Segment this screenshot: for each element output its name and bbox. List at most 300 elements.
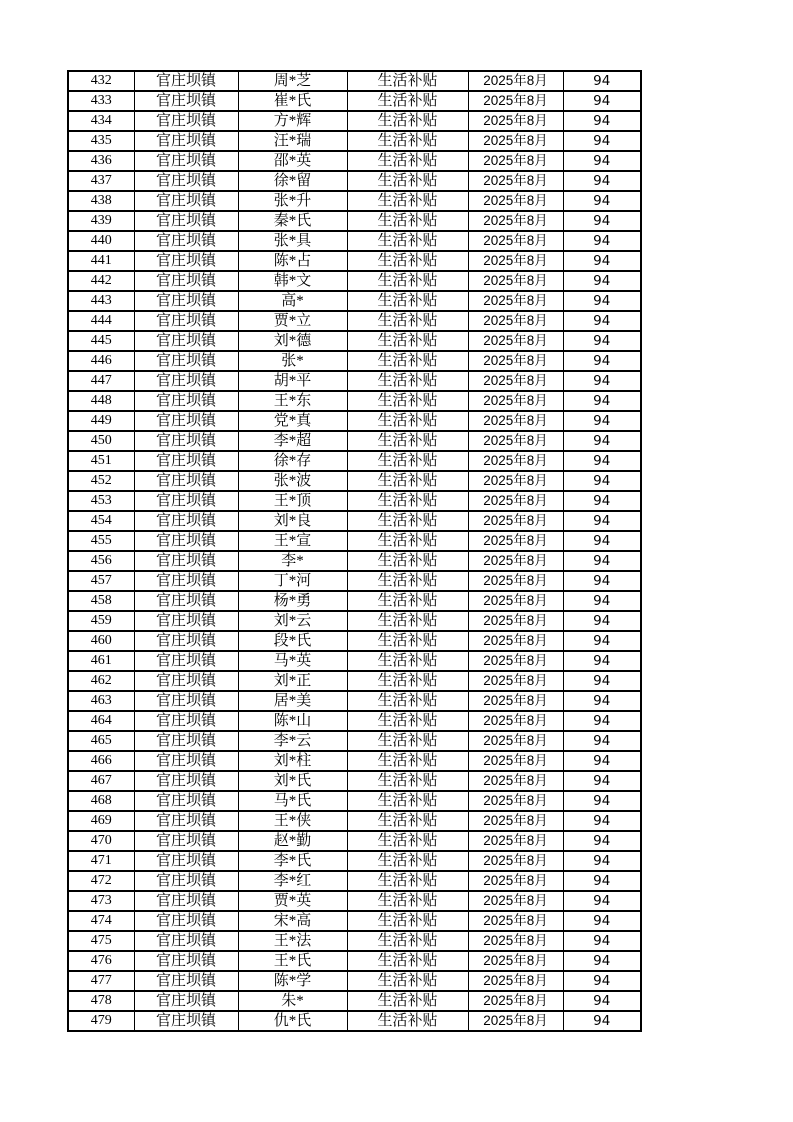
cell-town: 官庄坝镇: [134, 931, 238, 951]
cell-amount: 94: [563, 331, 641, 351]
table-row: [68, 451, 641, 471]
cell-name: 王*顶: [238, 491, 347, 511]
cell-month: 2025年8月: [468, 711, 563, 731]
cell-name: 李*云: [238, 731, 347, 751]
cell-town: 官庄坝镇: [134, 771, 238, 791]
cell-subsidy_type: 生活补贴: [347, 491, 468, 511]
cell-name: 李*氏: [238, 851, 347, 871]
cell-amount: 94: [563, 931, 641, 951]
cell-town: 官庄坝镇: [134, 511, 238, 531]
cell-amount: 94: [563, 851, 641, 871]
table-row: [68, 251, 641, 271]
cell-town: 官庄坝镇: [134, 751, 238, 771]
cell-month: 2025年8月: [468, 511, 563, 531]
cell-serial: 470: [68, 831, 134, 851]
cell-subsidy_type: 生活补贴: [347, 511, 468, 531]
cell-subsidy_type: 生活补贴: [347, 731, 468, 751]
cell-town: 官庄坝镇: [134, 411, 238, 431]
cell-town: 官庄坝镇: [134, 591, 238, 611]
cell-name: 刘*正: [238, 671, 347, 691]
cell-town: 官庄坝镇: [134, 211, 238, 231]
cell-month: 2025年8月: [468, 571, 563, 591]
cell-name: 王*东: [238, 391, 347, 411]
cell-subsidy_type: 生活补贴: [347, 391, 468, 411]
cell-subsidy_type: 生活补贴: [347, 431, 468, 451]
cell-name: 崔*氏: [238, 91, 347, 111]
cell-serial: 454: [68, 511, 134, 531]
cell-name: 李*: [238, 551, 347, 571]
cell-month: 2025年8月: [468, 851, 563, 871]
cell-serial: 471: [68, 851, 134, 871]
cell-subsidy_type: 生活补贴: [347, 151, 468, 171]
cell-subsidy_type: 生活补贴: [347, 331, 468, 351]
table-row: [68, 171, 641, 191]
cell-name: 李*红: [238, 871, 347, 891]
cell-serial: 474: [68, 911, 134, 931]
table-row: [68, 1011, 641, 1031]
subsidy-table: [67, 70, 642, 1032]
cell-month: 2025年8月: [468, 331, 563, 351]
cell-serial: 459: [68, 611, 134, 631]
cell-subsidy_type: 生活补贴: [347, 111, 468, 131]
cell-amount: 94: [563, 691, 641, 711]
cell-town: 官庄坝镇: [134, 991, 238, 1011]
cell-month: 2025年8月: [468, 191, 563, 211]
cell-amount: 94: [563, 71, 641, 91]
cell-name: 贾*英: [238, 891, 347, 911]
table-row: [68, 531, 641, 551]
cell-amount: 94: [563, 831, 641, 851]
cell-amount: 94: [563, 891, 641, 911]
cell-subsidy_type: 生活补贴: [347, 131, 468, 151]
cell-town: 官庄坝镇: [134, 291, 238, 311]
cell-subsidy_type: 生活补贴: [347, 91, 468, 111]
cell-serial: 452: [68, 471, 134, 491]
cell-subsidy_type: 生活补贴: [347, 271, 468, 291]
cell-amount: 94: [563, 551, 641, 571]
cell-month: 2025年8月: [468, 731, 563, 751]
cell-name: 方*辉: [238, 111, 347, 131]
cell-month: 2025年8月: [468, 351, 563, 371]
table-row: [68, 371, 641, 391]
table-row: [68, 651, 641, 671]
cell-serial: 451: [68, 451, 134, 471]
table-row: [68, 611, 641, 631]
cell-amount: 94: [563, 371, 641, 391]
table-row: [68, 311, 641, 331]
cell-month: 2025年8月: [468, 531, 563, 551]
cell-town: 官庄坝镇: [134, 351, 238, 371]
cell-serial: 476: [68, 951, 134, 971]
table-row: [68, 151, 641, 171]
cell-subsidy_type: 生活补贴: [347, 591, 468, 611]
table-row: [68, 751, 641, 771]
cell-amount: 94: [563, 111, 641, 131]
cell-amount: 94: [563, 171, 641, 191]
cell-town: 官庄坝镇: [134, 531, 238, 551]
cell-subsidy_type: 生活补贴: [347, 371, 468, 391]
cell-name: 周*芝: [238, 71, 347, 91]
cell-month: 2025年8月: [468, 551, 563, 571]
cell-name: 朱*: [238, 991, 347, 1011]
cell-serial: 442: [68, 271, 134, 291]
cell-name: 丁*河: [238, 571, 347, 591]
cell-serial: 456: [68, 551, 134, 571]
cell-town: 官庄坝镇: [134, 431, 238, 451]
cell-serial: 434: [68, 111, 134, 131]
cell-serial: 460: [68, 631, 134, 651]
cell-amount: 94: [563, 351, 641, 371]
cell-month: 2025年8月: [468, 411, 563, 431]
cell-subsidy_type: 生活补贴: [347, 911, 468, 931]
cell-subsidy_type: 生活补贴: [347, 1011, 468, 1031]
cell-amount: 94: [563, 191, 641, 211]
cell-name: 王*法: [238, 931, 347, 951]
cell-serial: 448: [68, 391, 134, 411]
cell-name: 陈*占: [238, 251, 347, 271]
cell-amount: 94: [563, 631, 641, 651]
table-row: [68, 951, 641, 971]
cell-town: 官庄坝镇: [134, 691, 238, 711]
cell-name: 刘*德: [238, 331, 347, 351]
table-row: [68, 871, 641, 891]
cell-town: 官庄坝镇: [134, 871, 238, 891]
cell-town: 官庄坝镇: [134, 331, 238, 351]
table-row: [68, 191, 641, 211]
cell-month: 2025年8月: [468, 471, 563, 491]
table-row: [68, 671, 641, 691]
cell-amount: 94: [563, 651, 641, 671]
cell-amount: 94: [563, 411, 641, 431]
cell-month: 2025年8月: [468, 651, 563, 671]
cell-name: 徐*留: [238, 171, 347, 191]
cell-subsidy_type: 生活补贴: [347, 891, 468, 911]
subsidy-table-body: [68, 71, 641, 1031]
cell-town: 官庄坝镇: [134, 91, 238, 111]
cell-town: 官庄坝镇: [134, 371, 238, 391]
cell-subsidy_type: 生活补贴: [347, 611, 468, 631]
cell-name: 刘*云: [238, 611, 347, 631]
cell-serial: 457: [68, 571, 134, 591]
cell-month: 2025年8月: [468, 611, 563, 631]
cell-name: 王*宣: [238, 531, 347, 551]
cell-month: 2025年8月: [468, 891, 563, 911]
cell-town: 官庄坝镇: [134, 451, 238, 471]
cell-serial: 473: [68, 891, 134, 911]
cell-month: 2025年8月: [468, 811, 563, 831]
cell-subsidy_type: 生活补贴: [347, 851, 468, 871]
table-row: [68, 851, 641, 871]
cell-subsidy_type: 生活补贴: [347, 811, 468, 831]
cell-amount: 94: [563, 291, 641, 311]
cell-amount: 94: [563, 971, 641, 991]
table-row: [68, 391, 641, 411]
cell-month: 2025年8月: [468, 111, 563, 131]
cell-subsidy_type: 生活补贴: [347, 191, 468, 211]
cell-amount: 94: [563, 451, 641, 471]
table-row: [68, 831, 641, 851]
cell-name: 党*真: [238, 411, 347, 431]
cell-subsidy_type: 生活补贴: [347, 451, 468, 471]
cell-name: 段*氏: [238, 631, 347, 651]
cell-town: 官庄坝镇: [134, 391, 238, 411]
cell-name: 王*氏: [238, 951, 347, 971]
cell-subsidy_type: 生活补贴: [347, 951, 468, 971]
cell-name: 赵*勤: [238, 831, 347, 851]
cell-serial: 461: [68, 651, 134, 671]
cell-subsidy_type: 生活补贴: [347, 671, 468, 691]
cell-name: 韩*文: [238, 271, 347, 291]
cell-month: 2025年8月: [468, 911, 563, 931]
cell-serial: 449: [68, 411, 134, 431]
cell-month: 2025年8月: [468, 1011, 563, 1031]
cell-name: 汪*瑞: [238, 131, 347, 151]
cell-amount: 94: [563, 531, 641, 551]
table-row: [68, 991, 641, 1011]
cell-town: 官庄坝镇: [134, 711, 238, 731]
table-row: [68, 551, 641, 571]
cell-name: 张*: [238, 351, 347, 371]
cell-town: 官庄坝镇: [134, 951, 238, 971]
cell-amount: 94: [563, 231, 641, 251]
cell-name: 张*具: [238, 231, 347, 251]
cell-serial: 479: [68, 1011, 134, 1031]
cell-subsidy_type: 生活补贴: [347, 411, 468, 431]
cell-amount: 94: [563, 731, 641, 751]
table-row: [68, 911, 641, 931]
cell-amount: 94: [563, 391, 641, 411]
cell-serial: 437: [68, 171, 134, 191]
cell-town: 官庄坝镇: [134, 571, 238, 591]
cell-serial: 445: [68, 331, 134, 351]
cell-serial: 439: [68, 211, 134, 231]
table-row: [68, 491, 641, 511]
cell-month: 2025年8月: [468, 71, 563, 91]
cell-month: 2025年8月: [468, 231, 563, 251]
cell-month: 2025年8月: [468, 971, 563, 991]
cell-town: 官庄坝镇: [134, 271, 238, 291]
cell-town: 官庄坝镇: [134, 891, 238, 911]
cell-month: 2025年8月: [468, 131, 563, 151]
cell-serial: 463: [68, 691, 134, 711]
table-row: [68, 571, 641, 591]
cell-amount: 94: [563, 811, 641, 831]
cell-subsidy_type: 生活补贴: [347, 931, 468, 951]
table-row: [68, 471, 641, 491]
cell-serial: 475: [68, 931, 134, 951]
table-row: [68, 71, 641, 91]
cell-amount: 94: [563, 571, 641, 591]
cell-month: 2025年8月: [468, 791, 563, 811]
cell-amount: 94: [563, 211, 641, 231]
table-row: [68, 291, 641, 311]
cell-subsidy_type: 生活补贴: [347, 71, 468, 91]
cell-name: 杨*勇: [238, 591, 347, 611]
cell-serial: 458: [68, 591, 134, 611]
cell-serial: 443: [68, 291, 134, 311]
cell-name: 宋*高: [238, 911, 347, 931]
cell-town: 官庄坝镇: [134, 791, 238, 811]
cell-amount: 94: [563, 511, 641, 531]
cell-town: 官庄坝镇: [134, 551, 238, 571]
cell-town: 官庄坝镇: [134, 671, 238, 691]
cell-name: 徐*存: [238, 451, 347, 471]
cell-amount: 94: [563, 951, 641, 971]
cell-month: 2025年8月: [468, 151, 563, 171]
cell-serial: 478: [68, 991, 134, 1011]
cell-amount: 94: [563, 671, 641, 691]
cell-amount: 94: [563, 791, 641, 811]
table-row: [68, 691, 641, 711]
cell-month: 2025年8月: [468, 91, 563, 111]
cell-month: 2025年8月: [468, 451, 563, 471]
cell-amount: 94: [563, 251, 641, 271]
cell-month: 2025年8月: [468, 431, 563, 451]
table-row: [68, 771, 641, 791]
cell-name: 张*升: [238, 191, 347, 211]
cell-serial: 441: [68, 251, 134, 271]
cell-name: 秦*氏: [238, 211, 347, 231]
cell-serial: 468: [68, 791, 134, 811]
cell-month: 2025年8月: [468, 951, 563, 971]
cell-town: 官庄坝镇: [134, 231, 238, 251]
cell-name: 居*美: [238, 691, 347, 711]
table-row: [68, 631, 641, 651]
cell-name: 陈*学: [238, 971, 347, 991]
cell-town: 官庄坝镇: [134, 491, 238, 511]
cell-serial: 446: [68, 351, 134, 371]
cell-name: 陈*山: [238, 711, 347, 731]
cell-name: 刘*柱: [238, 751, 347, 771]
cell-subsidy_type: 生活补贴: [347, 171, 468, 191]
table-row: [68, 891, 641, 911]
cell-amount: 94: [563, 871, 641, 891]
table-row: [68, 431, 641, 451]
cell-serial: 435: [68, 131, 134, 151]
cell-serial: 469: [68, 811, 134, 831]
cell-month: 2025年8月: [468, 251, 563, 271]
cell-serial: 450: [68, 431, 134, 451]
cell-serial: 465: [68, 731, 134, 751]
cell-name: 仇*氏: [238, 1011, 347, 1031]
cell-month: 2025年8月: [468, 371, 563, 391]
cell-serial: 453: [68, 491, 134, 511]
cell-month: 2025年8月: [468, 311, 563, 331]
cell-subsidy_type: 生活补贴: [347, 311, 468, 331]
cell-name: 胡*平: [238, 371, 347, 391]
cell-amount: 94: [563, 611, 641, 631]
cell-name: 马*英: [238, 651, 347, 671]
cell-town: 官庄坝镇: [134, 251, 238, 271]
cell-subsidy_type: 生活补贴: [347, 871, 468, 891]
cell-subsidy_type: 生活补贴: [347, 991, 468, 1011]
cell-month: 2025年8月: [468, 291, 563, 311]
cell-subsidy_type: 生活补贴: [347, 751, 468, 771]
table-row: [68, 351, 641, 371]
cell-town: 官庄坝镇: [134, 731, 238, 751]
table-row: [68, 591, 641, 611]
cell-amount: 94: [563, 1011, 641, 1031]
cell-month: 2025年8月: [468, 671, 563, 691]
cell-serial: 436: [68, 151, 134, 171]
cell-town: 官庄坝镇: [134, 831, 238, 851]
cell-month: 2025年8月: [468, 631, 563, 651]
cell-month: 2025年8月: [468, 491, 563, 511]
cell-amount: 94: [563, 91, 641, 111]
cell-subsidy_type: 生活补贴: [347, 711, 468, 731]
cell-town: 官庄坝镇: [134, 311, 238, 331]
cell-town: 官庄坝镇: [134, 631, 238, 651]
cell-town: 官庄坝镇: [134, 191, 238, 211]
table-row: [68, 91, 641, 111]
cell-serial: 447: [68, 371, 134, 391]
cell-amount: 94: [563, 491, 641, 511]
cell-amount: 94: [563, 991, 641, 1011]
cell-town: 官庄坝镇: [134, 71, 238, 91]
cell-serial: 438: [68, 191, 134, 211]
cell-subsidy_type: 生活补贴: [347, 771, 468, 791]
cell-town: 官庄坝镇: [134, 911, 238, 931]
table-row: [68, 231, 641, 251]
cell-month: 2025年8月: [468, 771, 563, 791]
table-row: [68, 411, 641, 431]
cell-subsidy_type: 生活补贴: [347, 231, 468, 251]
cell-amount: 94: [563, 911, 641, 931]
cell-subsidy_type: 生活补贴: [347, 211, 468, 231]
cell-subsidy_type: 生活补贴: [347, 471, 468, 491]
cell-town: 官庄坝镇: [134, 171, 238, 191]
cell-town: 官庄坝镇: [134, 811, 238, 831]
cell-amount: 94: [563, 151, 641, 171]
cell-town: 官庄坝镇: [134, 971, 238, 991]
cell-month: 2025年8月: [468, 991, 563, 1011]
table-row: [68, 131, 641, 151]
table-row: [68, 331, 641, 351]
cell-town: 官庄坝镇: [134, 611, 238, 631]
cell-name: 马*氏: [238, 791, 347, 811]
cell-month: 2025年8月: [468, 751, 563, 771]
cell-month: 2025年8月: [468, 591, 563, 611]
cell-month: 2025年8月: [468, 871, 563, 891]
table-row: [68, 811, 641, 831]
table-row: [68, 111, 641, 131]
cell-serial: 444: [68, 311, 134, 331]
cell-month: 2025年8月: [468, 171, 563, 191]
cell-serial: 462: [68, 671, 134, 691]
cell-town: 官庄坝镇: [134, 111, 238, 131]
cell-serial: 432: [68, 71, 134, 91]
cell-subsidy_type: 生活补贴: [347, 691, 468, 711]
cell-subsidy_type: 生活补贴: [347, 831, 468, 851]
cell-town: 官庄坝镇: [134, 651, 238, 671]
cell-subsidy_type: 生活补贴: [347, 651, 468, 671]
cell-month: 2025年8月: [468, 211, 563, 231]
cell-name: 王*侠: [238, 811, 347, 831]
cell-name: 贾*立: [238, 311, 347, 331]
cell-amount: 94: [563, 471, 641, 491]
cell-amount: 94: [563, 591, 641, 611]
cell-subsidy_type: 生活补贴: [347, 251, 468, 271]
cell-name: 刘*氏: [238, 771, 347, 791]
cell-town: 官庄坝镇: [134, 1011, 238, 1031]
cell-name: 高*: [238, 291, 347, 311]
cell-serial: 472: [68, 871, 134, 891]
cell-amount: 94: [563, 271, 641, 291]
cell-amount: 94: [563, 311, 641, 331]
table-row: [68, 971, 641, 991]
cell-month: 2025年8月: [468, 391, 563, 411]
cell-subsidy_type: 生活补贴: [347, 971, 468, 991]
